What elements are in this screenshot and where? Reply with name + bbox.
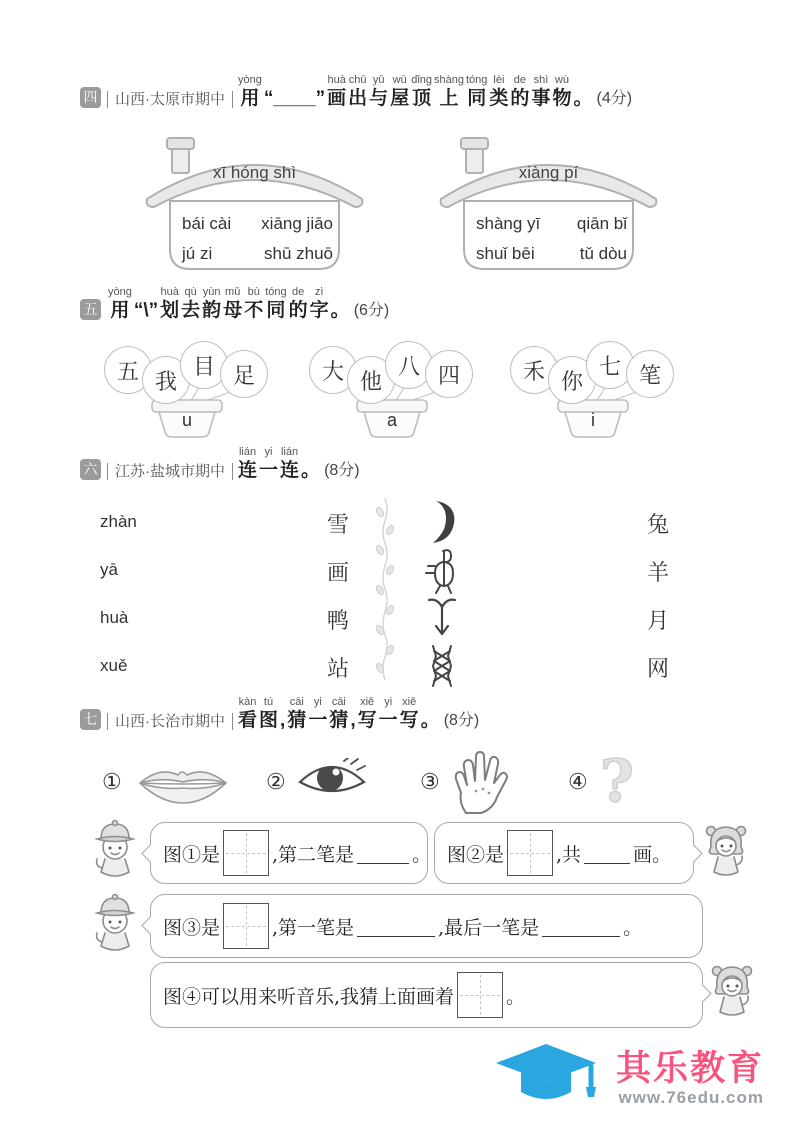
match-char2[interactable]: 羊 [646, 561, 669, 586]
house-roof-word: xī hóng shì [212, 163, 297, 182]
house-word[interactable]: shū zhuō [264, 244, 333, 263]
bubble-text: 图②是 [447, 843, 505, 866]
section4-score: (4分) [596, 90, 633, 107]
balloon-group-u [102, 340, 272, 442]
bubble-text: 图①是 [163, 843, 221, 866]
balloon-char[interactable]: 禾 [510, 346, 558, 394]
picture-number-2: ② [266, 770, 286, 795]
house-word[interactable]: bái cài [182, 214, 232, 233]
answer-blank[interactable] [584, 843, 630, 864]
match-char[interactable]: 鸭 [326, 609, 349, 634]
balloon-char[interactable]: 八 [385, 341, 433, 389]
match-row [0, 596, 793, 642]
picture-number-3: ③ [420, 770, 440, 795]
bubble-tail [684, 844, 702, 862]
match-pinyin[interactable]: yā [100, 560, 118, 579]
match-char2[interactable]: 网 [646, 657, 669, 682]
section4-header [80, 74, 632, 111]
girl-avatar-icon [702, 820, 750, 886]
house-group-1 [142, 137, 367, 275]
balloon-char[interactable]: 七 [586, 341, 634, 389]
eye-icon [296, 758, 368, 802]
section5-title: yòng 用 “\” huà 划 qù 去 yùn 韵 mǔ 母 bù 不 tóng 同 de 的 zì 字 。 [108, 286, 350, 321]
boy-avatar-icon [90, 892, 140, 958]
match-char[interactable]: 画 [326, 561, 349, 586]
balloon-char[interactable]: 五 [104, 346, 152, 394]
house-word[interactable]: shuǐ bēi [476, 244, 535, 263]
oracle-rabbit-icon[interactable] [418, 548, 466, 599]
answer-blank[interactable] [357, 916, 435, 937]
balloon-char[interactable]: 四 [425, 350, 473, 398]
section6-header [80, 446, 360, 483]
balloon-group-i [508, 340, 678, 442]
writing-box[interactable] [457, 972, 503, 1018]
section7-score: (8分) [443, 712, 480, 729]
house-word[interactable]: jú zi [182, 244, 213, 263]
match-row [0, 500, 793, 546]
house-word[interactable]: shàng yī [476, 214, 541, 233]
writing-box[interactable] [223, 830, 269, 876]
bubble-tail [141, 844, 159, 862]
section6-badge: 六 [80, 459, 101, 480]
vowel-label: a [386, 410, 397, 430]
match-char[interactable]: 站 [326, 657, 349, 682]
writing-box[interactable] [223, 903, 269, 949]
answer-bubble-3 [150, 894, 703, 958]
section5-score: (6分) [353, 302, 390, 319]
match-pinyin[interactable]: zhàn [100, 512, 137, 531]
oracle-sheep-icon[interactable] [418, 596, 466, 645]
balloon-char[interactable]: 他 [347, 356, 395, 404]
section4-title: yòng 用 “____” huà 画 chū 出 yǔ 与 wū 屋 dǐng 顶 shàng 上 tóng 同 lèi 类 de 的 shì 事 wù 物 。 [238, 74, 593, 109]
picture-number-4: ④ [568, 770, 588, 795]
match-pinyin[interactable]: xuě [100, 656, 128, 675]
writing-box[interactable] [507, 830, 553, 876]
section7-header [80, 696, 479, 733]
balloon-char[interactable]: 笔 [626, 350, 674, 398]
picture-number-1: ① [102, 770, 122, 795]
bubble-text: 图③是 [163, 916, 221, 939]
oracle-moon-icon[interactable] [418, 500, 466, 549]
answer-bubble-4 [150, 962, 703, 1028]
balloon-char[interactable]: 你 [548, 356, 596, 404]
house-word[interactable]: tǔ dòu [579, 244, 627, 263]
match-char2[interactable]: 月 [646, 609, 669, 634]
section6-score: (8分) [324, 462, 360, 479]
bubble-text: 图④可以用来听音乐,我猜上面画着 [163, 985, 455, 1008]
boy-avatar-icon [90, 818, 140, 884]
balloon-char[interactable]: 目 [180, 341, 228, 389]
match-char[interactable]: 雪 [326, 513, 349, 538]
graduation-cap-icon [494, 1040, 606, 1118]
bubble-text: ,共 [556, 843, 582, 866]
house-word[interactable]: qiān bǐ [576, 214, 627, 233]
match-pinyin[interactable]: huà [100, 608, 129, 627]
section5-badge: 五 [80, 299, 101, 320]
bubble-text: 画 [633, 843, 653, 866]
house-word[interactable]: xiāng jiāo [261, 214, 333, 233]
lips-icon [132, 757, 234, 807]
question-mark: ? [600, 747, 634, 815]
section6-title: lián 连 yi 一 lián 连 。 [238, 446, 321, 481]
section4-source: 山西·太原市期中 [107, 91, 233, 108]
vowel-label: i [591, 410, 595, 430]
section7-badge: 七 [80, 709, 101, 730]
bubble-text: 。 [506, 985, 526, 1008]
answer-blank[interactable] [357, 843, 409, 864]
match-char2[interactable]: 兔 [646, 513, 669, 538]
balloon-char[interactable]: 足 [220, 350, 268, 398]
bubble-tail [141, 916, 159, 934]
answer-bubble-2 [434, 822, 694, 884]
answer-blank[interactable] [542, 916, 620, 937]
section7-source: 山西·长治市期中 [107, 713, 233, 730]
bubble-text: ,第二笔是 [272, 843, 355, 866]
hand-icon [450, 747, 510, 815]
bubble-text: ,最后一笔是 [438, 916, 540, 939]
balloon-char[interactable]: 我 [142, 356, 190, 404]
logo [494, 1040, 764, 1118]
bubble-text: ,第一笔是 [272, 916, 355, 939]
section5-header [80, 286, 389, 323]
section7-title: kàn 看 tú 图 , cāi 猜 yi 一 cāi 猜 , xiě 写 yi 一 xiě 写 。 [238, 696, 440, 731]
house-roof-word: xiàng pí [518, 163, 579, 182]
house-group-2 [436, 137, 661, 275]
match-row [0, 548, 793, 594]
answer-bubble-1 [150, 822, 432, 884]
section4-badge: 四 [80, 87, 101, 108]
vowel-label: u [181, 410, 192, 430]
match-row [0, 644, 793, 690]
balloon-group-a [307, 340, 477, 442]
girl-avatar-icon [708, 960, 756, 1026]
bubble-text: 。 [652, 843, 672, 866]
balloon-char[interactable]: 大 [309, 346, 357, 394]
logo-url: www.76edu.com [618, 1088, 765, 1107]
bubble-text: 。 [623, 916, 643, 939]
oracle-net-icon[interactable] [418, 644, 466, 693]
section6-source: 江苏·盐城市期中 [107, 463, 233, 480]
logo-name: 其乐教育 [616, 1049, 765, 1088]
bubble-text: 。 [412, 843, 432, 866]
